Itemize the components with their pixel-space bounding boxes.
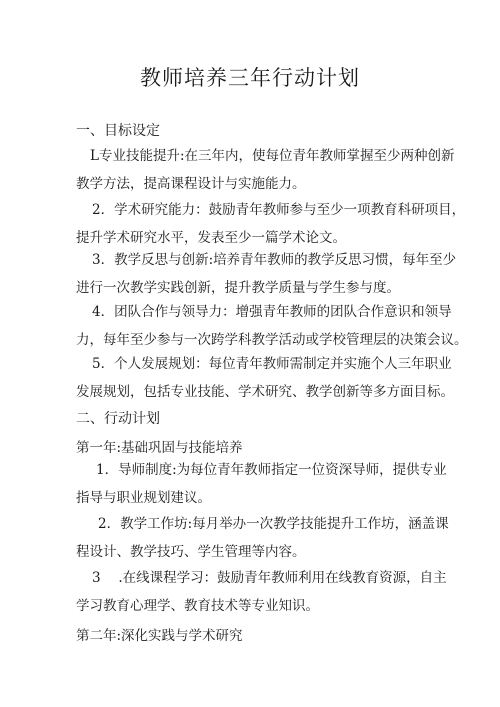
goal-item-4-line-2: 力，每年至少参与一次跨学科教学活动或学校管理层的决策会议。 [76,332,468,348]
year1-item-2 [76,514,449,562]
goal-item-3-line-2: 进行一次教学实践创新，提升教学质量与学生参与度。 [76,280,400,296]
year1-item-3 [76,568,447,616]
goal-item-4 [76,302,468,350]
goal-item-5 [76,354,454,402]
year2-heading: 第二年:深化实践与学术研究 [76,628,243,644]
goal-item-5-line-1: 5．个人发展规划：每位青年教师需制定并实施个人三年职业 [92,356,452,372]
year1-item-3-line-1: 3 .在线课程学习：鼓励青年教师利用在线教育资源，自主 [92,570,447,586]
year1-item-1-line-1: 1．导师制度:为每位青年教师指定一位资深导师，提供专业 [96,462,447,478]
page-title: 教师培养三年行动计划 [140,66,360,90]
goal-item-3 [76,250,457,298]
section-heading-goals: 一、目标设定 [76,123,160,139]
year1-item-2-line-2: 程设计、教学技巧、学生管理等内容。 [76,544,306,560]
goal-item-4-line-1: 4．团队合作与领导力：增强青年教师的团队合作意识和领导 [92,304,452,320]
year1-item-1 [76,460,447,508]
goal-item-5-line-2: 发展规划，包括专业技能、学术研究、教学创新等多方面目标。 [76,384,454,400]
goal-item-1 [76,146,455,194]
goal-item-1-line-1: L专业技能提升:在三年内，使每位青年教师掌握至少两种创新 [90,148,455,164]
year1-heading: 第一年:基础巩固与技能培养 [76,440,243,456]
goal-item-1-line-2: 教学方法，提高课程设计与实施能力。 [76,176,306,192]
goal-item-2-line-2: 提升学术研究水平，发表至少一篇学术论文。 [76,230,346,246]
year1-item-3-line-2: 学习教育心理学、教育技术等专业知识。 [76,598,319,614]
year1-item-2-line-1: 2．教学工作坊:每月举办一次教学技能提升工作坊，涵盖课 [98,516,449,532]
section-heading-action-plan: 二、行动计划 [76,411,160,427]
goal-item-2-line-1: 2．学术研究能力：鼓励青年教师参与至少一项教育科研项目， [92,202,466,218]
goal-item-2 [76,200,466,248]
goal-item-3-line-1: 3．教学反思与创新:培养青年教师的教学反思习惯，每年至少 [92,252,457,268]
year1-item-1-line-2: 指导与职业规划建议。 [76,490,211,506]
